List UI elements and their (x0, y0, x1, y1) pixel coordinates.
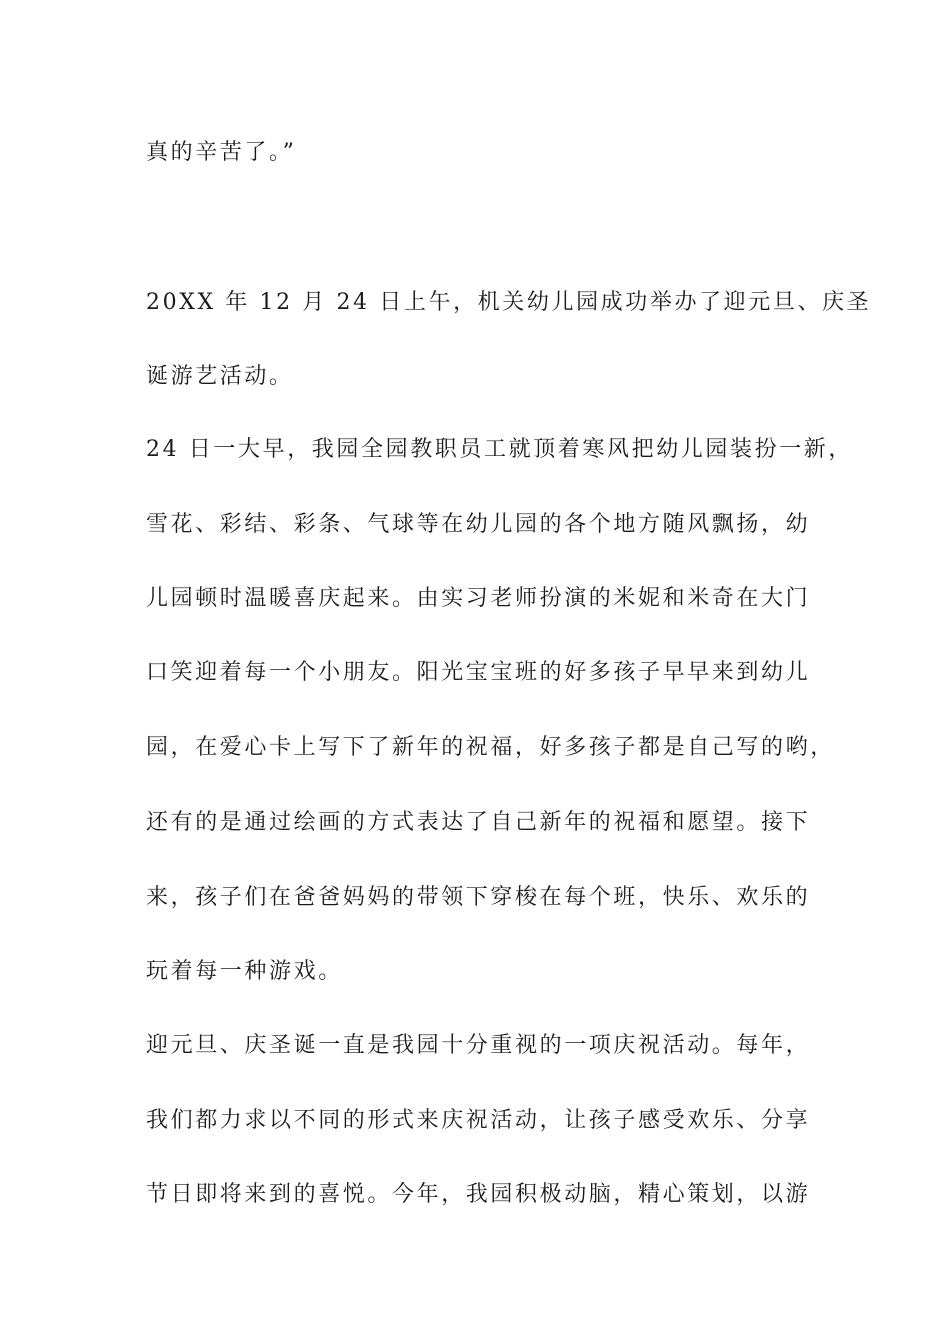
text-line: 还有的是通过绘画的方式表达了自己新年的祝福和愿望。接下 (146, 810, 811, 835)
text-line: 诞游艺活动。 (146, 364, 294, 389)
text-line: 雪花、彩结、彩条、气球等在幼儿园的各个地方随风飘扬，幼 (146, 512, 811, 537)
text-line: 节日即将来到的喜悦。今年，我园积极动脑，精心策划，以游 (146, 1182, 811, 1207)
text-line: 口笑迎着每一个小朋友。阳光宝宝班的好多孩子早早来到幼儿 (146, 660, 811, 685)
text-line: 来，孩子们在爸爸妈妈的带领下穿梭在每个班，快乐、欢乐的 (146, 885, 811, 910)
text-line: 真的辛苦了。” (146, 140, 297, 165)
text-line: 儿园顿时温暖喜庆起来。由实习老师扮演的米妮和米奇在大门 (146, 586, 811, 611)
text-line: 迎元旦、庆圣诞一直是我园十分重视的一项庆祝活动。每年， (146, 1033, 811, 1058)
text-line: 20XX 年 12 月 24 日上午，机关幼儿园成功举办了迎元旦、庆圣 (146, 290, 872, 315)
text-line: 我们都力求以不同的形式来庆祝活动，让孩子感受欢乐、分享 (146, 1108, 811, 1133)
text-line: 24 日一大早，我园全园教职员工就顶着寒风把幼儿园装扮一新， (146, 437, 853, 462)
text-line: 玩着每一种游戏。 (146, 959, 343, 984)
text-line: 园，在爱心卡上写下了新年的祝福，好多孩子都是自己写的哟， (146, 735, 835, 760)
